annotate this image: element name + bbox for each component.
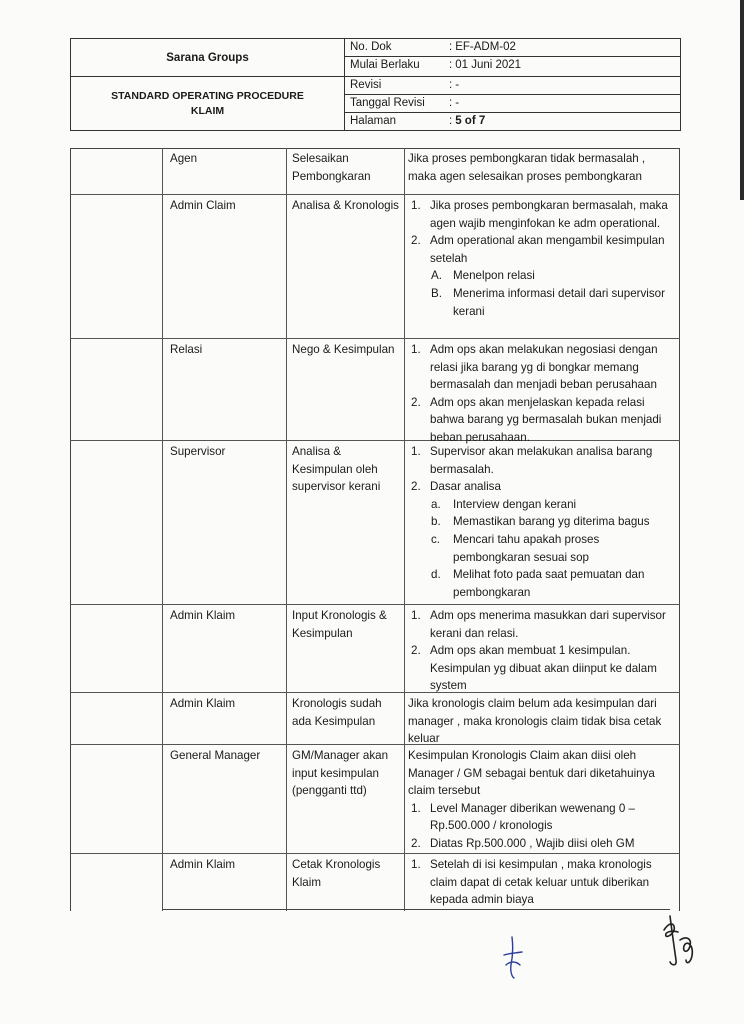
description-cell xyxy=(408,443,676,601)
meta-value: : EF-ADM-02 xyxy=(449,41,516,53)
meta-row-effective xyxy=(345,57,680,77)
sub-list-item: d. Melihat foto pada saat pemuatan dan pembongkaran xyxy=(431,568,645,599)
activity-cell: Input Kronologis & Kesimpulan xyxy=(292,609,387,640)
list-item: 2. Adm ops akan menjelaskan kepada relasi bahwa barang yg bermasalah bukan menjadi beban perusahaan. xyxy=(411,395,662,444)
description-cell: Jika proses pembongkaran tidak bermasalah , maka agen selesaikan proses pembongkaran xyxy=(408,152,646,183)
role-cell: Agen xyxy=(170,152,198,165)
title-line-1: STANDARD OPERATING PROCEDURE xyxy=(111,90,304,102)
description-cell: Jika kronologis claim belum ada kesimpulan dari manager , maka kronologis claim tidak bisa cetak keluar xyxy=(408,697,662,746)
activity-cell: Nego & Kesimpulan xyxy=(292,343,395,356)
role-cell: Admin Klaim xyxy=(170,609,236,622)
description-cell xyxy=(408,747,676,853)
document-title xyxy=(71,77,344,131)
role-cell: General Manager xyxy=(170,749,261,762)
table-row xyxy=(70,605,680,693)
meta-label: No. Dok xyxy=(350,41,392,53)
table-row xyxy=(70,148,680,195)
meta-label: Tanggal Revisi xyxy=(350,97,425,109)
title-line-2: KLAIM xyxy=(190,105,225,117)
sub-list-item: a. Interview dengan kerani xyxy=(431,497,577,511)
activity-cell: Cetak Kronologis Klaim xyxy=(292,858,381,889)
description-text: Kesimpulan Kronologis Claim akan diisi oleh Manager / GM sebagai bentuk dari diketahuinya claim tersebut xyxy=(408,749,655,798)
description-cell xyxy=(408,607,676,695)
list-item: 1. Adm ops akan melakukan negosiasi dengan relasi jika barang yg di bongkar memang bermasalah dan menjadi beban perusahaan xyxy=(411,343,658,392)
meta-label: Mulai Berlaku xyxy=(350,59,420,71)
meta-value: : 5 of 7 xyxy=(449,115,486,127)
activity-cell: Analisa & Kesimpulan oleh supervisor kerani xyxy=(292,445,381,494)
meta-label: Halaman xyxy=(350,115,397,127)
role-cell: Admin Claim xyxy=(170,199,236,212)
list-item: 1. Level Manager diberikan wewenang 0 – Rp.500.000 / kronologis xyxy=(411,801,635,833)
company-name: Sarana Groups xyxy=(71,39,344,77)
sub-list-item: A. Menelpon relasi xyxy=(431,269,535,283)
table-row xyxy=(70,745,680,854)
activity-cell: Kronologis sudah ada Kesimpulan xyxy=(292,697,382,728)
description-cell xyxy=(408,341,676,447)
meta-label: Revisi xyxy=(350,79,382,91)
list-item: 2. Dasar analisa xyxy=(411,480,501,494)
document-header xyxy=(70,38,681,131)
meta-value: : 01 Juni 2021 xyxy=(449,59,522,71)
list-item: 1. Setelah di isi kesimpulan , maka kronologis claim dapat di cetak keluar untuk diberikan kepada admin biaya xyxy=(411,858,652,907)
list-item: 2. Diatas Rp.500.000 , Wajib diisi oleh GM xyxy=(411,836,635,850)
header-left xyxy=(71,39,345,130)
table-row xyxy=(70,693,680,745)
signature-icon xyxy=(652,912,702,970)
meta-row-revision-date xyxy=(345,95,680,113)
header-meta xyxy=(345,39,680,130)
activity-cell: Selesaikan Pembongkaran xyxy=(292,152,371,183)
list-item: 1. Jika proses pembongkaran bermasalah, maka agen wajib menginfokan ke adm operational. xyxy=(411,199,668,230)
table-row xyxy=(70,854,680,910)
sub-list-item: B. Menerima informasi detail dari supervisor kerani xyxy=(431,286,665,318)
role-cell: Admin Klaim xyxy=(170,858,236,871)
activity-cell: GM/Manager akan input kesimpulan (pengganti ttd) xyxy=(292,749,389,798)
table-row xyxy=(70,441,680,605)
handwritten-initial-icon xyxy=(498,935,528,980)
sub-list-item: c. Mencari tahu apakah proses pembongkaran sesuai sop xyxy=(431,532,600,564)
sub-list-item: b. Memastikan barang yg diterima bagus xyxy=(431,515,650,529)
description-cell xyxy=(408,856,676,909)
meta-value: : - xyxy=(449,97,460,109)
meta-row-revision xyxy=(345,77,680,95)
activity-cell: Analisa & Kronologis xyxy=(292,199,399,212)
role-cell: Supervisor xyxy=(170,445,226,458)
description-cell xyxy=(408,197,676,320)
table-row xyxy=(70,339,680,444)
meta-row-doc-no xyxy=(345,39,680,57)
meta-value: : - xyxy=(449,79,460,91)
list-item: 1. Supervisor akan melakukan analisa barang bermasalah. xyxy=(411,445,653,476)
list-item: 2. Adm ops akan membuat 1 kesimpulan. Kesimpulan yg dibuat akan diinput ke dalam system xyxy=(411,644,657,693)
role-cell: Relasi xyxy=(170,343,203,356)
scan-edge xyxy=(740,0,744,200)
list-item: 1. Adm ops menerima masukkan dari supervisor kerani dan relasi. xyxy=(411,609,666,640)
meta-row-page xyxy=(345,113,680,131)
list-item: 2. Adm operational akan mengambil kesimpulan setelah xyxy=(411,234,665,265)
role-cell: Admin Klaim xyxy=(170,697,236,710)
table-row xyxy=(70,195,680,339)
